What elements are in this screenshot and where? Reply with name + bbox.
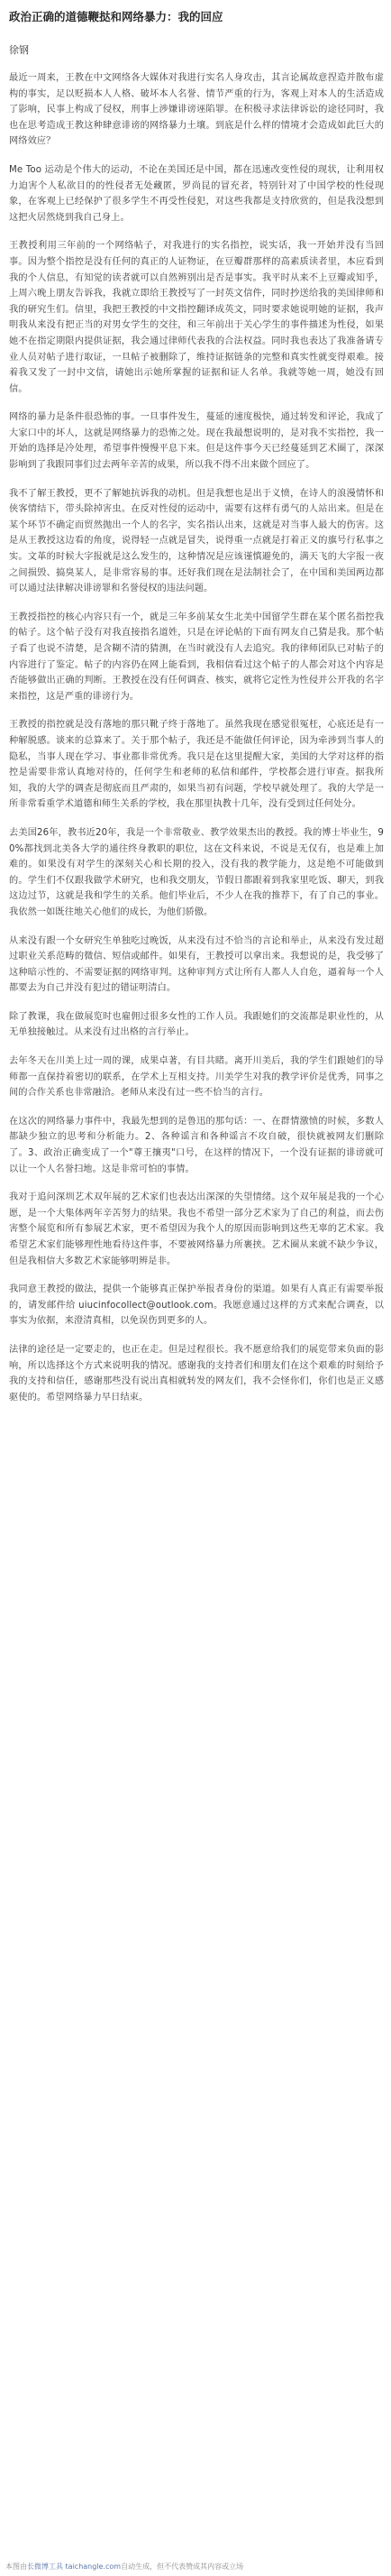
article-paragraph: Me Too 运动是个伟大的运动，不论在美国还是中国，都在迅速改变性侵的现状，让利用权力迫害个人私欲目的的性侵者无处藏匿，罗尚昆的冒充者，特别针对了中国学校的性侵现象，在客观上已经保护了很多学生不再受性侵犯，对这些我都是支持欣赏的，但是我没想到这把火居然烧到我自己身上。: [9, 164, 384, 223]
footer-link[interactable]: 长微博工具 taichangle.com: [27, 2562, 122, 2571]
article-paragraph: 王教授指控的核心内容只有一个，就是三年多前某女生北美中国留学生群在某个匿名指控我的帖子。这个帖子没有对我直接指名道姓，只是在评论帖的下面有网友自己猜是我。那个帖子看了也说不清楚，是含糊不清的猜测，在当时就没有人去追究。我的律师团队已对帖子的内容进行了鉴定。帖子的内容仍在网上能看到，我相信看过这个帖子的人都会对这个内容是否能够做出正确的判断。王教授在没有任何调查、核实，就将它定性为性侵并公开我的名字来指控，这是严重的诽谤行为。: [9, 612, 384, 702]
article-paragraph: 我对于追问深圳艺术双年展的艺术家们也表达出深深的失望情绪。这个双年展是我的一个心愿，是一个大集体两年辛苦努力的结果。我也不希望一部分艺术家为了自己的利益，而去伤害整个展览和所有参展艺术家，更不希望因为我个人的原因而影响到这些无辜的艺术家。我希望艺术家们能够理性地看待这件事，不要被网络暴力所裹挟。艺术圈从来就不缺少争议，但是我相信大多数艺术家能够明辨是非。: [9, 1192, 384, 1266]
footer: [5, 2562, 243, 2572]
article-paragraph: 我同意王教授的做法，提供一个能够真正保护举报者身份的渠道。如果有人真正有需要举报的，请发邮件给 uiucinfocollect@outlook.com。我愿意通过这样的方式来配合调查，以事实为依据，来澄清真相，以免误伤到更多的人。: [9, 1284, 384, 1327]
article-author: 徐钢: [9, 44, 29, 56]
footer-suffix: 自动生成，但不代表赞成其内容或立场: [121, 2562, 244, 2571]
article-body: [9, 70, 384, 1405]
article-title: 政治正确的道德鞭挞和网络暴力：我的回应: [9, 10, 223, 23]
article-paragraph: 法律的途径是一定要走的，也正在走。但是过程很长。我不愿意给我们的展览带来负面的影响，所以选择这个方式来说明我的情况。感谢我的支持者们和朋友们在这个艰难的时刻给予我的支持和信任，感谢那些没有说出真相就转发的网友们，我不会怪你们，你们也是正义感驱使的。希望网络暴力早日结束。: [9, 1344, 384, 1403]
article-paragraph: 从来没有跟一个女研究生单独吃过晚饭，从来没有过不恰当的言论和举止，从来没有发过超过职业关系范畴的微信、短信或邮件。如果有，王教授可以拿出来。我想说的是，我受够了这种暗示性的、不需要证据的网络审判。这种审判方式让所有人都人人自危，逼着每一个人都要去为自己并没有犯过的错证明清白。: [9, 935, 384, 994]
article-paragraph: 王教授的指控就是没有落地的那只靴子终于落地了。虽然我现在感觉很冤枉，心底还是有一种解脱感。谈来的总算来了。关于那个帖子，我还是不能做任何评论，因为牵涉到当事人的隐私，当事人现在学习、事业都非常优秀。我只是在这里提醒大家，美国的大学对这样的指控是需要非常认真地对待的，任何学生和老师的私信和邮件，学校都会进行审查。据我所知，我的大学的调查是彻底而且严肃的，如果当初有问题，学校早就处理了。我的大学是一所非常看重学术道德和师生关系的学校，我在那里执教十几年，没有受到过任何处分。: [9, 720, 384, 810]
article-paragraph: 网络的暴力是条件很恐怖的事。一旦事件发生，蔓延的速度极快，通过转发和评论，我成了大家口中的坏人，这就是网络暴力的恐怖之处。现在我最想说明的，是对我不实指控，我一开始的选择是冷处理，希望事件慢慢平息下来。但是这件事今天已经蔓延到艺术圈了，深深影响到了我跟同事们过去两年辛苦的成果，所以我不得不出来做个回应了。: [9, 412, 384, 471]
article-paragraph: 我不了解王教授，更不了解她抗诉我的动机。但是我想也是出于义愤，在诗人的浪漫情怀和侠客情结下，带头除掉害虫。在反对性侵的运动中，需要有这样有勇气的人站出来。但是在某个环节不确定而贸然抛出一个人的名字，实名指认出来，这就是对当事人最大的伤害。这是从王教授这边看的角度，说得轻一点就是冒失，说得重一点就是打着正义的旗号行私事之实。文革的时候大字报就是这么发生的，这种情况是应该谨慎避免的，满天飞的大字报一夜之间损毁、搞臭某人，是非常容易的事。还好我们现在是法制社会了，在中国和美国两边都可以通过法律解决诽谤罪和名誉侵权的违法问题。: [9, 488, 384, 594]
footer-prefix: 本图由: [5, 2562, 27, 2571]
article-paragraph: 在这次的网络暴力事件中，我最先想到的是鲁迅的那句话：一、在群情激愤的时候，多数人都缺少独立的思考和分析能力。2、各种谣言和各种谣言不攻自破，很快就被网友们删除了。3、政治正确变成了一个"尊王攘夷"口号，在这样的情况下，一个没有证据的诽谤就可以让一个人名誉扫地。这是非常可怕的事情。: [9, 1116, 384, 1174]
article-paragraph: 去美国26年，教书近20年，我是一个非常敬业、教学效果杰出的教授。我的博士毕业生，90%都找到北美各大学的通往终身教职的职位，这在文科来说，不说是无仅有，也是难上加难的。如果没有对学生的深刻关心和长期的投入，没有我的教学能力，这是绝不可能做到的。学生们不仅跟我做学术研究，也和我交朋友，节假日都跟着到我家里吃饭、聊天，到我这边过节，这就是我和学生的关系。他们毕业后，不少人在我的推荐下，有了自己的事业。我依然一如既往地关心他们的成长，为他们骄傲。: [9, 827, 384, 917]
article-paragraph: 除了教课，我在做展览时也雇佣过很多女性的工作人员。我跟她们的交流都是职业性的，从无单独接触过。从来没有过出格的言行举止。: [9, 1011, 384, 1038]
article-paragraph: 最近一周来，王教在中文网络各大媒体对我进行实名人身攻击，其言论属故意捏造并散布虚构的事实，足以贬损本人人格、破坏本人名誉、情节严重的行为，客观上对本人的生活造成了影响，民事上构成了侵权，刑事上涉嫌诽谤诬陷罪。在积极寻求法律诉讼的途径同时，我也在思考造成王教这种肆意诽谤的网络暴力土壤。到底是什么样的情境才会造成如此巨大的网络效应？: [9, 73, 384, 147]
article-paragraph: 去年冬天在川美上过一周的课，成果卓著，有目共睹。离开川美后，我的学生们跟她们的导师都一直保持着密切的联系，在学术上互相支持。川美学生对我的教学评价是优秀，同事之间的合作关系也非常融洽。老师从来没有过一些不恰当的言行。: [9, 1056, 384, 1099]
article-paragraph: 王教授利用三年前的一个网络帖子，对我进行的实名指控，说实话，我一开始并没有当回事。因为整个指控是没有任何的真正的人证物证，在豆瓣群那样的高素质读者里，本应看到我的个人信息，有知觉的读者就可以自然辨别出是否是事实。我平时从来不上豆瓣或知乎，上周六晚上朋友告诉我，我就立即给王教授写了一封英文信件，同时抄送给我的美国律师和我的研究生们。信里，我把王教授的中文指控翻译成英文，同时要求她说明她的证据，我声明我从来没有把正当的对男女学生的交往，和三年前出于关心学生的事件描述为性侵，如果她不在指定期限内提供证据，我会通过律师代表我的合法权益。同时我也表达了我准备请专业人员对帖子进行取证，一旦帖子被删除了，维持证据链条的完整和真实性就变得艰难。接着我又发了一封中文信，请她出示她所掌握的证据和证人名单。我就等她一周，她没有回信。: [9, 241, 384, 394]
